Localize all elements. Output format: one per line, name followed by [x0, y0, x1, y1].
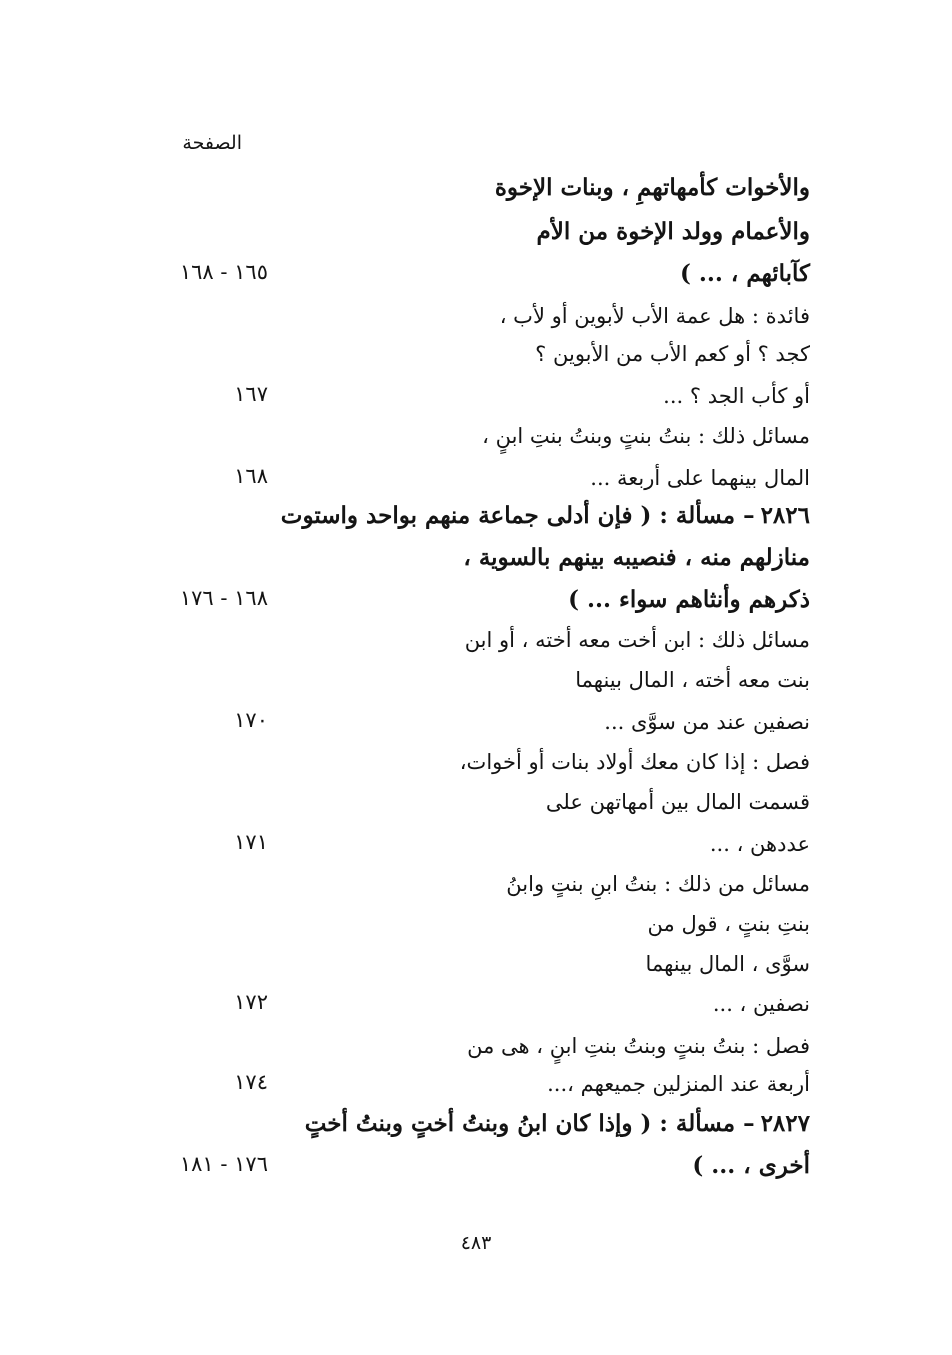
index-line	[547, 1064, 810, 1104]
line-text: – مسألة : ( وإذا كان ابنُ وبنتُ أختٍ وبنتُ أختٍ	[304, 1110, 755, 1137]
index-line	[575, 660, 810, 700]
index-line	[482, 416, 810, 456]
index-line-numbered	[281, 496, 810, 536]
index-line	[467, 1026, 810, 1066]
index-line	[500, 296, 810, 336]
line-text: سوَّى ، المال بينهما	[645, 952, 810, 976]
line-text: فائدة : هل عمة الأب لأبوين أو لأب ،	[499, 304, 810, 328]
index-line	[648, 904, 810, 944]
line-text: بنت معه أخته ، المال بينهما	[575, 668, 810, 692]
line-text: منازلهم منه ، فنصيبه بينهم بالسوية ،	[463, 544, 810, 571]
line-text: أخرى ، ... )	[692, 1152, 810, 1179]
index-line	[646, 944, 810, 984]
entry-number: ٢٨٢٧	[760, 1110, 810, 1137]
index-line	[537, 212, 810, 252]
index-line	[590, 458, 810, 498]
index-line	[495, 168, 810, 208]
page-reference: ١٧٠	[234, 708, 268, 732]
line-text: مسائل ذلك : بنتُ بنتٍ وبنتُ بنتِ ابنٍ ،	[482, 424, 810, 448]
page-reference: ١٦٧	[234, 382, 268, 406]
line-text: بنتِ بنتٍ ، قول من	[647, 912, 810, 936]
index-line	[663, 376, 810, 416]
page-column-header: الصفحة	[182, 132, 242, 154]
line-text: أو كأب الجد ؟ ...	[663, 384, 810, 408]
index-line	[604, 702, 810, 742]
page-reference: ١٧٦ - ١٨١	[179, 1152, 268, 1176]
page-reference: ١٧٢	[234, 990, 268, 1014]
index-line	[506, 864, 810, 904]
index-line-numbered	[305, 1104, 810, 1144]
line-text: المال بينهما على أربعة ...	[590, 466, 810, 490]
index-line	[460, 742, 810, 782]
line-text: مسائل من ذلك : بنتُ ابنِ بنتٍ وابنُ	[506, 872, 810, 896]
line-text: مسائل ذلك : ابن أخت معه أخته ، أو ابن	[464, 628, 810, 652]
index-line	[535, 334, 810, 374]
line-text: عددهن ، ...	[709, 832, 810, 856]
page-reference: ١٧٤	[234, 1070, 268, 1094]
page-reference: ١٦٨ - ١٧٦	[179, 586, 268, 610]
index-line	[680, 254, 810, 294]
index-line	[713, 984, 810, 1024]
line-text: والأعمام وولد الإخوة من الأم	[536, 218, 810, 245]
line-text: – مسألة : ( فإن أدلى جماعة منهم بواحد واستوت	[280, 502, 755, 529]
line-text: كجد ؟ أو كعم الأب من الأبوين ؟	[535, 342, 810, 366]
page-reference: ١٧١	[234, 830, 268, 854]
line-text: أربعة عند المنزلين جميعهم ،...	[547, 1072, 810, 1096]
line-text: ذكرهم وأنثاهم سواء ... )	[568, 586, 810, 613]
line-text: نصفين عند من سوَّى ...	[604, 710, 810, 734]
line-text: والأخوات كأمهاتهمِ ، وبنات الإخوة	[494, 174, 810, 201]
index-line	[463, 538, 810, 578]
index-line	[710, 824, 810, 864]
index-line	[568, 580, 810, 620]
line-text: قسمت المال بين أمهاتهن على	[545, 790, 810, 814]
page-reference: ١٦٨	[234, 464, 268, 488]
line-text: فصل : إذا كان معك أولاد بنات أو أخوات،	[459, 750, 810, 774]
index-line	[546, 782, 810, 822]
line-text: نصفين ، ...	[712, 992, 810, 1016]
index-line	[692, 1146, 810, 1186]
index-line	[465, 620, 810, 660]
page-reference: ١٦٥ - ١٦٨	[179, 260, 268, 284]
page-number: ٤٨٣	[460, 1232, 492, 1254]
entry-number: ٢٨٢٦	[760, 502, 810, 529]
line-text: فصل : بنتُ بنتٍ وبنتُ بنتِ ابنٍ ، هى من	[467, 1034, 810, 1058]
line-text: كآبائهم ، ... )	[679, 260, 810, 287]
